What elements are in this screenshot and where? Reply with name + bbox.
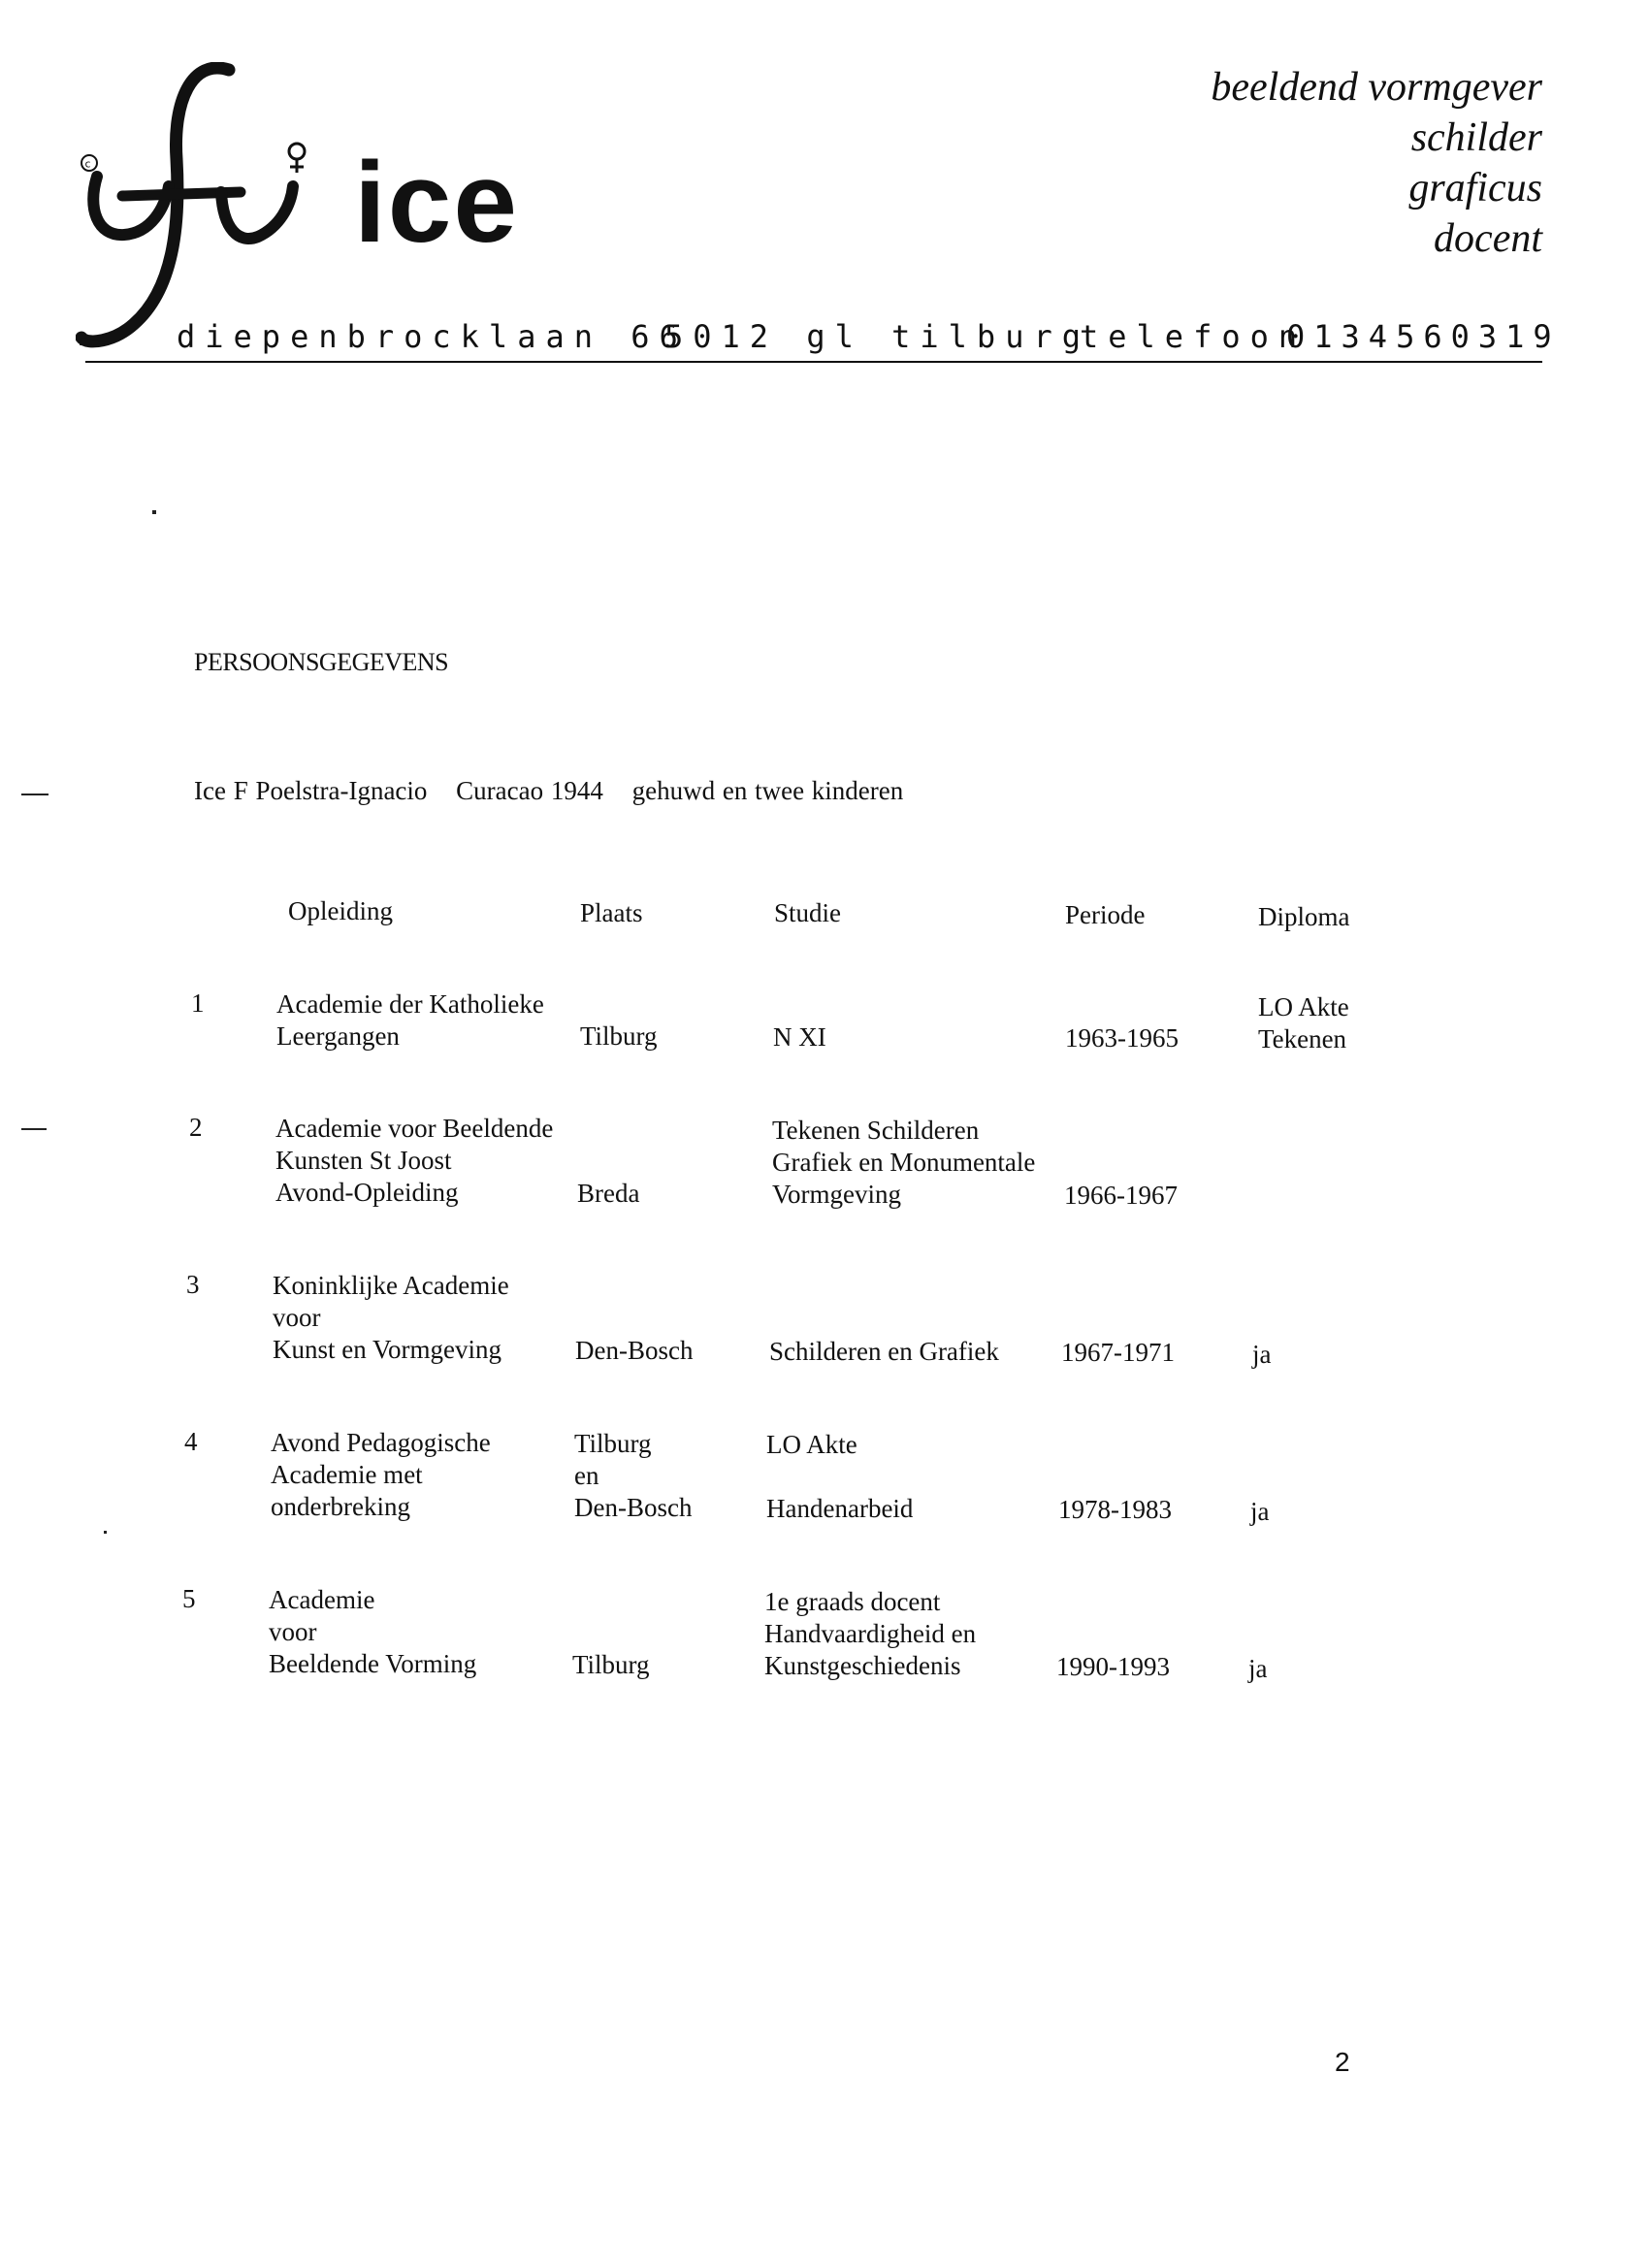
cell-line: LO Akte xyxy=(766,1430,857,1459)
row-number: 3 xyxy=(186,1270,200,1299)
scan-dot xyxy=(152,510,156,514)
cell-line: Handenarbeid xyxy=(766,1494,914,1523)
section-title: PERSOONSGEGEVENS xyxy=(194,648,449,676)
row-number: 1 xyxy=(191,988,205,1018)
cell-line: Academie met xyxy=(271,1460,423,1489)
margin-mark xyxy=(21,1128,47,1130)
logo-wordmark: ice xyxy=(354,139,520,267)
cell-studie xyxy=(764,1586,976,1682)
cell-line: Leergangen xyxy=(276,1021,400,1051)
cell-line: Grafiek en Monumentale xyxy=(772,1148,1036,1177)
cell-line: LO Akte xyxy=(1258,992,1349,1021)
cell-periode: 1978-1983 xyxy=(1058,1495,1172,1524)
cell-diploma: ja xyxy=(1252,1340,1272,1369)
title-line: graficus xyxy=(1408,166,1542,211)
title-line: beeldend vormgever xyxy=(1211,65,1542,110)
person-name: Ice F Poelstra-Ignacio xyxy=(194,776,428,805)
title-line: docent xyxy=(1434,216,1542,261)
scan-dot xyxy=(104,1531,107,1534)
cell-periode: 1990-1993 xyxy=(1056,1652,1170,1681)
header-opleiding: Opleiding xyxy=(288,896,393,925)
cell-line: Koninklijke Academie xyxy=(273,1271,509,1300)
street-address: diepenbrocklaan 66 xyxy=(177,318,688,355)
cell-periode: 1963-1965 xyxy=(1065,1023,1179,1053)
cell-line: voor xyxy=(269,1617,317,1646)
svg-text:c: c xyxy=(84,157,91,171)
cell-line: Kunsten St Joost xyxy=(275,1146,452,1175)
person-birth: Curacao 1944 xyxy=(456,776,603,805)
cell-studie xyxy=(772,1115,1035,1211)
profession-titles xyxy=(1211,62,1542,264)
cell-diploma: ja xyxy=(1250,1497,1270,1526)
cell-line: Tilburg xyxy=(574,1429,652,1458)
cell-opleiding xyxy=(271,1427,491,1523)
cell-periode: 1967-1971 xyxy=(1061,1338,1175,1367)
cell-opleiding xyxy=(269,1584,476,1680)
row-number: 4 xyxy=(184,1427,198,1456)
cell-plaats: Tilburg xyxy=(572,1650,650,1679)
cell-line: Kunstgeschiedenis xyxy=(764,1651,961,1680)
cell-line: Beeldende Vorming xyxy=(269,1649,477,1678)
cell-line: Academie der Katholieke xyxy=(276,989,544,1019)
cell-plaats xyxy=(574,1428,692,1524)
phone-label: telefoon xyxy=(1080,318,1308,355)
title-line: schilder xyxy=(1410,115,1542,160)
page-number: 2 xyxy=(1335,2047,1350,2077)
cell-plaats: Tilburg xyxy=(580,1021,658,1051)
header-studie: Studie xyxy=(774,898,842,927)
cell-periode: 1966-1967 xyxy=(1064,1181,1178,1210)
phone-number: 0134560319 xyxy=(1286,318,1561,355)
cell-line: Academie xyxy=(269,1585,375,1614)
cell-line: Handvaardigheid en xyxy=(764,1619,977,1648)
cell-diploma: ja xyxy=(1248,1654,1268,1683)
cell-line: Avond Pedagogische xyxy=(271,1428,491,1457)
cell-studie: N XI xyxy=(773,1022,826,1052)
cell-opleiding xyxy=(276,988,544,1053)
cell-line: 1e graads docent xyxy=(764,1587,941,1616)
cell-line: Den-Bosch xyxy=(574,1493,693,1522)
letterhead-divider xyxy=(85,361,1542,363)
cell-line: Avond-Opleiding xyxy=(275,1178,459,1207)
cell-studie xyxy=(766,1429,913,1525)
cell-diploma xyxy=(1258,991,1349,1055)
margin-mark xyxy=(21,794,48,795)
cell-line: voor xyxy=(273,1303,321,1332)
person-details xyxy=(194,776,924,806)
row-number: 5 xyxy=(182,1584,196,1613)
cell-line: en xyxy=(574,1461,599,1490)
cell-line: onderbreking xyxy=(271,1492,410,1521)
cell-opleiding xyxy=(273,1270,509,1366)
header-periode: Periode xyxy=(1065,900,1146,929)
cell-studie: Schilderen en Grafiek xyxy=(769,1337,999,1366)
header-plaats: Plaats xyxy=(580,898,643,927)
cell-line: Tekenen xyxy=(1258,1024,1347,1053)
cell-line: Academie voor Beeldende xyxy=(275,1114,554,1143)
cell-plaats: Breda xyxy=(577,1179,640,1208)
cell-line: Vormgeving xyxy=(772,1180,901,1209)
cell-line: Tekenen Schilderen xyxy=(772,1116,980,1145)
header-diploma: Diploma xyxy=(1258,902,1350,931)
cell-opleiding xyxy=(275,1113,553,1209)
cell-line: Kunst en Vormgeving xyxy=(273,1335,501,1364)
person-status: gehuwd en twee kinderen xyxy=(631,776,904,805)
cell-line xyxy=(766,1461,913,1493)
cell-plaats: Den-Bosch xyxy=(575,1336,694,1365)
postcode-city: 5012 gl tilburg xyxy=(664,318,1090,355)
row-number: 2 xyxy=(189,1113,203,1142)
